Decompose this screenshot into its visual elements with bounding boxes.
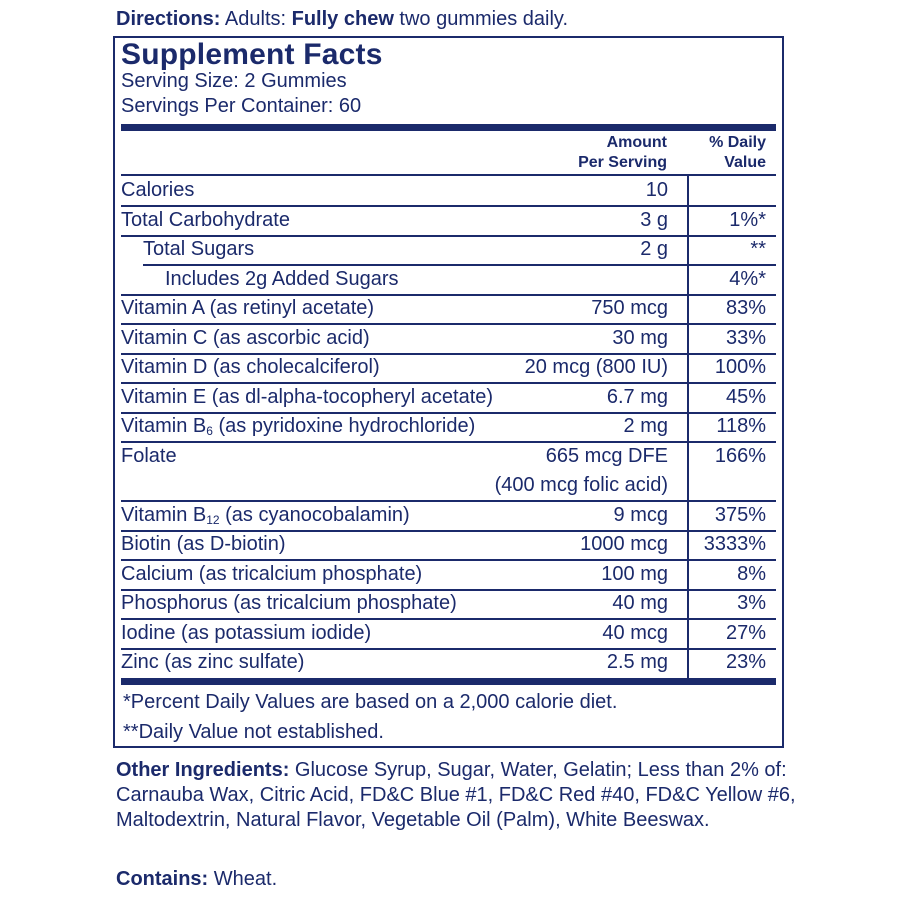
- row-dv: 166%: [714, 445, 766, 467]
- row-name-part: Vitamin B: [121, 504, 207, 526]
- servings-per-container: Servings Per Container: 60: [121, 95, 362, 117]
- row-name: Total Sugars: [143, 238, 255, 260]
- header-amount-line-2: Per Serving: [578, 154, 667, 171]
- row-dv: 100%: [714, 356, 766, 378]
- row-name: Includes 2g Added Sugars: [165, 268, 399, 290]
- row-amount: 3 g: [640, 209, 668, 231]
- table-row: [121, 648, 776, 677]
- row-amount: 100 mg: [601, 563, 668, 585]
- header-amount-line-1: Amount: [606, 134, 667, 151]
- thick-divider-bottom: [121, 678, 776, 685]
- table-row: [121, 265, 776, 294]
- row-amount: 2.5 mg: [606, 651, 668, 673]
- row-name-part: (as cyanocobalamin): [219, 504, 410, 526]
- other-ingredients-text: Glucose Syrup, Sugar, Water, Gelatin; Less than 2% of: Carnauba Wax, Citric Acid, FD&C Blue #1, FD&C Red #40, FD&C Yellow #6, Maltodextrin, Natural Flavor, Vegetable Oil (Palm), White Beeswax.: [116, 759, 796, 831]
- row-name: Calories: [121, 179, 195, 201]
- row-amount: 20 mcg (800 IU): [524, 356, 668, 378]
- table-row: [121, 560, 776, 589]
- row-amount: 2 g: [640, 238, 668, 260]
- table-row: [121, 206, 776, 235]
- row-amount: 6.7 mg: [606, 386, 668, 408]
- row-dv: 33%: [725, 327, 766, 349]
- table-row: [121, 294, 776, 323]
- row-name: Biotin (as D-biotin): [121, 533, 286, 555]
- row-name: Vitamin D (as cholecalciferol): [121, 356, 380, 378]
- directions-text-2: two gummies daily.: [393, 8, 569, 30]
- contains-statement: [116, 868, 277, 891]
- table-row: [121, 619, 776, 648]
- row-dv: 27%: [725, 622, 766, 644]
- row-amount-line-2: (400 mcg folic acid): [494, 474, 668, 496]
- header-daily-value: [709, 133, 766, 173]
- table-row: [121, 383, 776, 412]
- row-name: Phosphorus (as tricalcium phosphate): [121, 592, 457, 614]
- row-name-part: Vitamin B: [121, 415, 207, 437]
- row-dv: 3333%: [703, 533, 766, 555]
- row-name: Vitamin E (as dl-alpha-tocopheryl acetate): [121, 386, 494, 408]
- supplement-facts-panel: [113, 36, 784, 748]
- row-name-subscript: 12: [206, 513, 220, 527]
- row-dv: 118%: [716, 415, 766, 437]
- other-ingredients: [116, 758, 796, 833]
- table-row: [121, 530, 776, 559]
- directions-label: Directions:: [116, 8, 221, 30]
- header-amount: [578, 133, 667, 173]
- header-dv-line-1: % Daily: [709, 134, 766, 151]
- row-name-part: (as pyridoxine hydrochloride): [212, 415, 476, 437]
- row-amount: 30 mg: [612, 327, 668, 349]
- table-row: [121, 235, 776, 264]
- row-dv: 375%: [714, 504, 766, 526]
- row-amount: 40 mcg: [602, 622, 668, 644]
- row-amount: 750 mcg: [591, 297, 668, 319]
- row-amount: 40 mg: [612, 592, 668, 614]
- footnote-percent-dv: *Percent Daily Values are based on a 2,000 calorie diet.: [123, 691, 618, 713]
- row-dv: 45%: [725, 386, 766, 408]
- contains-text: Wheat.: [208, 868, 278, 890]
- directions-emphasis: Fully chew: [291, 8, 394, 30]
- row-name: Zinc (as zinc sulfate): [121, 651, 305, 673]
- row-amount: 1000 mcg: [580, 533, 668, 555]
- header-dv-line-2: Value: [724, 154, 766, 171]
- table-row: [121, 442, 776, 500]
- row-name: Iodine (as potassium iodide): [121, 622, 372, 644]
- table-row: [121, 176, 776, 205]
- row-name: Vitamin C (as ascorbic acid): [121, 327, 370, 349]
- serving-size: Serving Size: 2 Gummies: [121, 70, 347, 92]
- table-row: [121, 589, 776, 618]
- row-dv: 1%*: [729, 209, 766, 231]
- footnote-dv-not-established: **Daily Value not established.: [123, 721, 384, 743]
- row-name: [121, 415, 475, 438]
- row-dv: 3%: [737, 592, 766, 614]
- table-row: [121, 412, 776, 441]
- row-amount: 9 mcg: [613, 504, 668, 526]
- row-name: Vitamin A (as retinyl acetate): [121, 297, 375, 319]
- row-dv: 83%: [725, 297, 766, 319]
- panel-title: Supplement Facts: [121, 38, 383, 71]
- row-amount: 665 mcg DFE: [545, 445, 668, 467]
- table-row: [121, 501, 776, 530]
- row-dv: 23%: [725, 651, 766, 673]
- row-amount: 10: [645, 179, 668, 201]
- row-name-subscript: 6: [206, 424, 213, 438]
- row-name: Calcium (as tricalcium phosphate): [121, 563, 423, 585]
- contains-label: Contains:: [116, 868, 209, 890]
- other-ingredients-label: Other Ingredients:: [116, 759, 290, 781]
- table-row: [121, 324, 776, 353]
- table-row: [121, 353, 776, 382]
- row-dv: 4%*: [729, 268, 766, 290]
- directions: [116, 8, 568, 31]
- row-amount: 2 mg: [623, 415, 668, 437]
- thick-divider-top: [121, 124, 776, 131]
- directions-text-1: Adults:: [220, 8, 292, 30]
- row-dv: **: [750, 238, 766, 260]
- row-name: [121, 504, 410, 527]
- row-name: Total Carbohydrate: [121, 209, 290, 231]
- row-name: Folate: [121, 445, 177, 467]
- row-dv: 8%: [737, 563, 766, 585]
